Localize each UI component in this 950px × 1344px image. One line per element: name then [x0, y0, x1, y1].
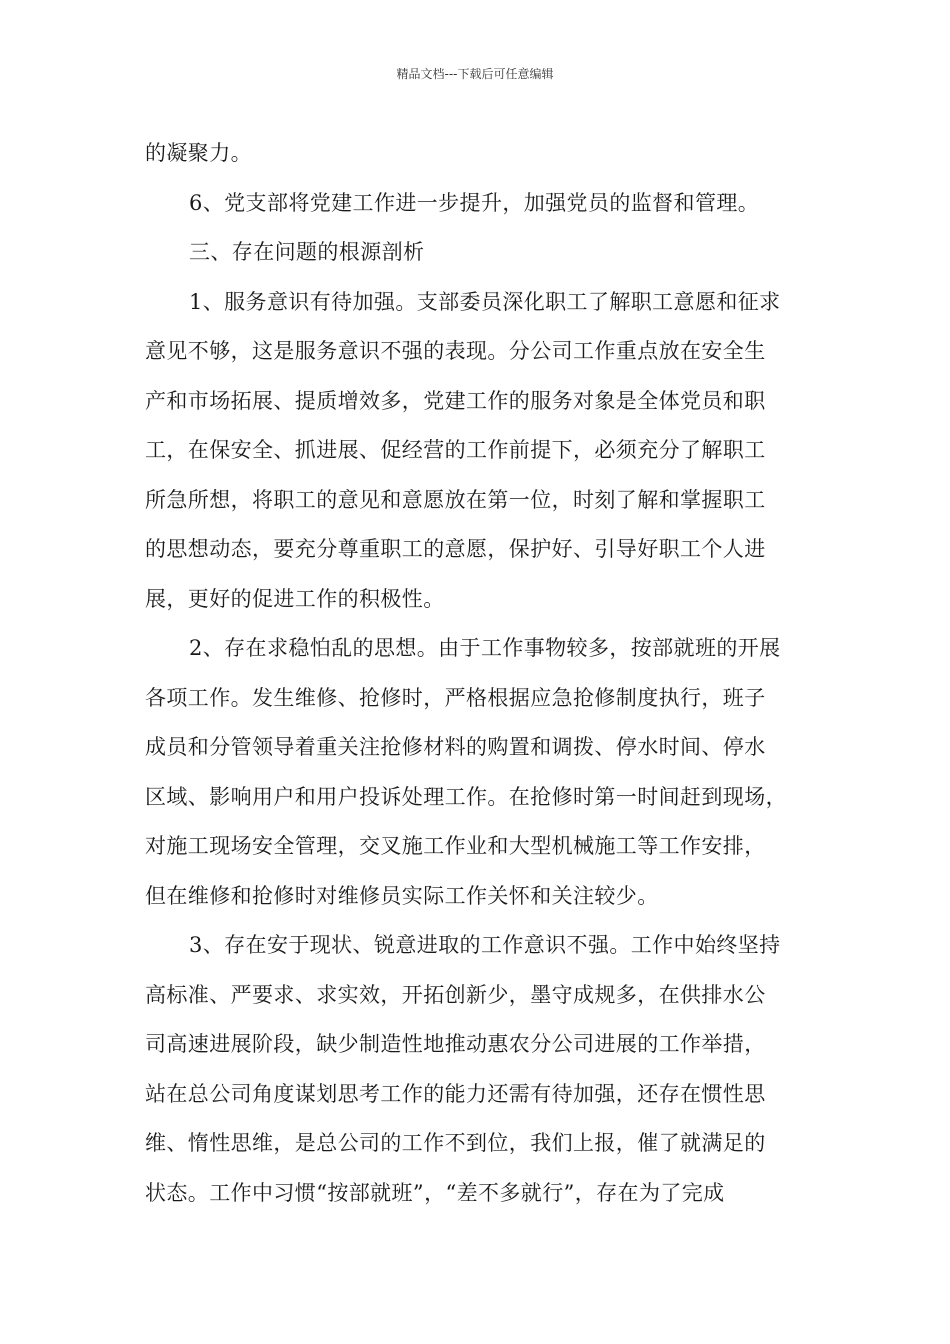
text-line: 意见不够，这是服务意识不强的表现。分公司工作重点放在安全生: [145, 339, 766, 363]
text-line: 但在维修和抢修时对维修员实际工作关怀和关注较少。: [145, 883, 659, 908]
text-line: 区域、影响用户和用户投诉处理工作。在抢修时第一时间赶到现场，: [145, 784, 787, 809]
text-line: 的思想动态，要充分尊重职工的意愿，保护好、引导好职工个人进: [145, 537, 766, 561]
text-line: 所急所想，将职工的意见和意愿放在第一位，时刻了解和掌握职工: [145, 487, 766, 512]
section-heading: 三、存在问题的根源剖析: [189, 240, 425, 264]
text-line: 状态。工作中习惯“按部就班”，“差不多就行”，存在为了完成: [145, 1180, 725, 1205]
text-line: 6、党支部将党建工作进一步提升，加强党员的监督和管理。: [189, 190, 760, 215]
text-line: 工，在保安全、抓进展、促经营的工作前提下，必须充分了解职工: [145, 438, 766, 462]
text-line: 司高速进展阶段，缺少制造性地推动惠农分公司进展的工作举措，: [145, 1032, 766, 1056]
text-line: 1、服务意识有待加强。支部委员深化职工了解职工意愿和征求: [189, 289, 781, 314]
document-body: [145, 129, 817, 1218]
text-line: 对施工现场安全管理，交叉施工作业和大型机械施工等工作安排，: [145, 834, 766, 858]
text-line: 成员和分管领导着重关注抢修材料的购置和调拨、停水时间、停水: [145, 735, 766, 759]
text-line: 展，更好的促进工作的积极性。: [145, 586, 445, 611]
text-line: 维、惰性思维，是总公司的工作不到位，我们上报，催了就满足的: [145, 1131, 766, 1155]
text-line: 产和市场拓展、提质增效多，党建工作的服务对象是全体党员和职: [145, 388, 766, 413]
text-line: 3、存在安于现状、锐意进取的工作意识不强。工作中始终坚持: [189, 933, 781, 957]
page-header: 精品文档---下载后可任意编辑: [396, 67, 554, 81]
text-line: 高标准、严要求、求实效，开拓创新少，墨守成规多，在供排水公: [145, 982, 766, 1007]
text-line: 站在总公司角度谋划思考工作的能力还需有待加强，还存在惯性思: [145, 1081, 766, 1106]
text-line: 2、存在求稳怕乱的思想。由于工作事物较多，按部就班的开展: [189, 636, 781, 660]
text-line: 各项工作。发生维修、抢修时，严格根据应急抢修制度执行，班子: [145, 685, 766, 710]
text-line: 的凝聚力。: [145, 141, 252, 165]
